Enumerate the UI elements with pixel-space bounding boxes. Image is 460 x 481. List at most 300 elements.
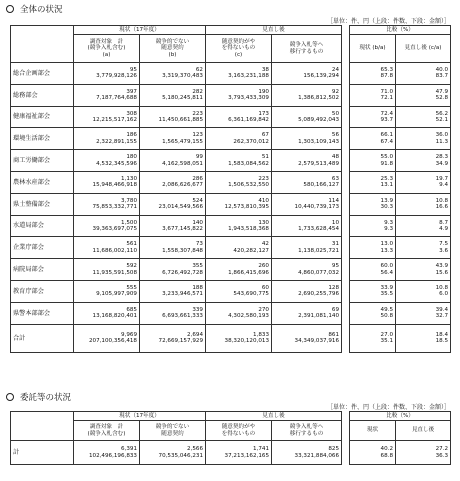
table-row	[11, 259, 451, 281]
row-label: 総合企画部会	[11, 63, 74, 85]
amount-value: 50.8	[380, 313, 394, 320]
count-value: 286	[192, 175, 203, 182]
amount-value: 12,215,517,162	[92, 116, 137, 123]
cell-d	[272, 302, 342, 324]
amount-value: 2,690,255,796	[298, 291, 340, 298]
amount-value: 4,532,345,596	[96, 160, 137, 167]
table-row	[11, 63, 451, 85]
count-value: 1,741	[252, 446, 269, 453]
cell-d	[272, 324, 342, 352]
count-value: 1,833	[252, 331, 269, 338]
gap-cell	[342, 259, 350, 281]
gap-cell	[342, 84, 350, 106]
gap-cell	[342, 171, 350, 193]
cell-ca	[396, 63, 451, 85]
cell-c	[206, 171, 272, 193]
cell-d	[272, 215, 342, 237]
count-value: 825	[328, 446, 340, 453]
amount-value: 11,935,591,508	[92, 269, 137, 276]
count-value: 140	[192, 219, 203, 226]
count-value: 260	[258, 263, 269, 270]
count-value: 69	[331, 306, 340, 313]
count-value: 123	[192, 132, 203, 139]
amount-value: 3.6	[439, 247, 449, 254]
cell-c	[206, 324, 272, 352]
unit-note: ［単位：件、円（上段：件数、下段：金額）］	[326, 404, 450, 411]
count-value: 56.2	[435, 110, 449, 117]
cell-ca	[396, 128, 451, 150]
cell-a	[74, 259, 140, 281]
cell-a	[74, 63, 140, 85]
amount-value: 1,138,025,721	[298, 247, 340, 254]
amount-value: 7,187,764,688	[96, 95, 137, 102]
cell-b	[140, 63, 206, 85]
count-value: 13.0	[380, 241, 394, 248]
amount-value: 580,166,127	[303, 182, 340, 189]
amount-value: 33,321,884,066	[294, 452, 340, 459]
cell-ba	[350, 302, 396, 324]
header-col-c: 随意契約がや を得ないもの (c)	[206, 35, 272, 63]
amount-value: 13.1	[380, 182, 394, 189]
cell-ba	[350, 128, 396, 150]
count-value: 524	[192, 197, 203, 204]
row-label: 企業庁部会	[11, 237, 74, 259]
amount-value: 52.1	[435, 116, 449, 123]
count-value: 190	[258, 88, 269, 95]
cell-ca	[396, 171, 451, 193]
count-value: 55.0	[380, 154, 394, 161]
header-blank	[11, 26, 74, 63]
cell-ba	[350, 215, 396, 237]
table-row	[11, 84, 451, 106]
amount-value: 1,303,109,143	[298, 138, 340, 145]
row-label: 病院局部会	[11, 259, 74, 281]
gap-cell	[342, 106, 350, 128]
cell-ba	[350, 441, 396, 465]
count-value: 410	[258, 197, 269, 204]
cell-d	[272, 150, 342, 172]
cell-ca	[396, 237, 451, 259]
cell-c	[206, 237, 272, 259]
count-value: 92	[331, 88, 340, 95]
cell-c	[206, 63, 272, 85]
amount-value: 23,014,549,566	[158, 204, 203, 211]
amount-value: 207,100,356,418	[88, 338, 137, 345]
count-value: 50	[331, 110, 340, 117]
gap-cell	[342, 215, 350, 237]
amount-value: 4.9	[439, 225, 449, 232]
amount-value: 72.1	[380, 95, 394, 102]
gap-cell	[342, 128, 350, 150]
amount-value: 67.4	[380, 138, 394, 145]
cell-d	[272, 259, 342, 281]
header-gap	[342, 412, 350, 441]
amount-value: 35.1	[380, 338, 394, 345]
cell-a	[74, 106, 140, 128]
row-label: 農林水産部会	[11, 171, 74, 193]
amount-value: 37,213,162,165	[224, 452, 269, 459]
total-row	[11, 441, 451, 465]
count-value: 130	[258, 219, 269, 226]
count-value: 33.9	[380, 284, 394, 291]
gap-cell	[342, 237, 350, 259]
table-row	[11, 280, 451, 302]
count-value: 60.0	[380, 263, 394, 270]
count-value: 355	[192, 263, 203, 270]
amount-value: 15.6	[435, 269, 449, 276]
amount-value: 11,450,661,885	[158, 116, 203, 123]
cell-c	[206, 302, 272, 324]
cell-d	[272, 280, 342, 302]
count-value: 48	[331, 154, 340, 161]
header-col-c: 随意契約がや を得ないもの	[206, 421, 272, 441]
count-value: 38	[261, 66, 269, 73]
count-value: 2,566	[186, 446, 203, 453]
count-value: 114	[328, 197, 340, 204]
amount-value: 6,361,169,842	[228, 116, 269, 123]
amount-value: 9.3	[384, 225, 394, 232]
cell-b	[140, 259, 206, 281]
amount-value: 1,386,812,502	[298, 95, 340, 102]
count-value: 73	[195, 241, 203, 248]
header-gap	[342, 26, 350, 63]
row-label: 環境生活部会	[11, 128, 74, 150]
amount-value: 83.7	[435, 73, 449, 80]
count-value: 282	[192, 88, 203, 95]
cell-c	[206, 441, 272, 465]
amount-value: 18.5	[435, 338, 449, 345]
amount-value: 9,105,997,909	[96, 291, 137, 298]
unit-note: ［単位：件、円（上段：件数、下段：金額）］	[326, 18, 450, 25]
cell-a	[74, 237, 140, 259]
count-value: 43.9	[435, 263, 449, 270]
cell-ba	[350, 193, 396, 215]
amount-value: 3,233,946,571	[162, 291, 203, 298]
count-value: 223	[258, 175, 269, 182]
header-col-a: 調査対象 計 (競争入札含む) (a)	[74, 35, 140, 63]
table-row	[11, 302, 451, 324]
row-label: 教育庁部会	[11, 280, 74, 302]
cell-b	[140, 215, 206, 237]
count-value: 10	[331, 219, 340, 226]
count-value: 31	[331, 241, 340, 248]
header-current: 現状（17年度）	[74, 26, 206, 35]
amount-value: 32.7	[435, 313, 449, 320]
count-value: 39.4	[435, 306, 449, 313]
amount-value: 16.6	[435, 204, 449, 211]
section-title-overall: 全体の状況	[6, 3, 63, 15]
cell-a	[74, 171, 140, 193]
header-ratio: 比較（%）	[350, 26, 451, 35]
amount-value: 420,282,127	[233, 247, 269, 254]
cell-d	[272, 441, 342, 465]
header-after: 見直し後	[206, 412, 342, 421]
header-ratio: 比較（%）	[350, 412, 451, 421]
cell-ba	[350, 150, 396, 172]
cell-d	[272, 193, 342, 215]
amount-value: 4,860,077,032	[298, 269, 340, 276]
cell-d	[272, 128, 342, 150]
count-value: 72.4	[380, 110, 394, 117]
count-value: 339	[192, 306, 203, 313]
amount-value: 30.3	[380, 204, 394, 211]
cell-ca	[396, 324, 451, 352]
total-row	[11, 324, 451, 352]
header-blank	[11, 412, 74, 441]
count-value: 71.0	[380, 88, 394, 95]
amount-value: 6,693,661,333	[162, 313, 203, 320]
amount-value: 39,363,697,075	[92, 225, 137, 232]
cell-d	[272, 106, 342, 128]
cell-ca	[396, 259, 451, 281]
count-value: 18.4	[435, 331, 449, 338]
amount-value: 102,496,196,833	[88, 452, 137, 459]
amount-value: 3,793,433,309	[228, 95, 269, 102]
amount-value: 68.8	[380, 452, 394, 459]
header-col-d: 競争入札等へ 移行するもの	[272, 35, 342, 63]
cell-a	[74, 441, 140, 465]
cell-c	[206, 150, 272, 172]
count-value: 128	[328, 284, 340, 291]
cell-ca	[396, 84, 451, 106]
amount-value: 2,579,513,489	[298, 160, 340, 167]
commission-status-table	[10, 411, 451, 465]
cell-c	[206, 128, 272, 150]
header-col-ba: 現状	[350, 421, 396, 441]
gap-cell	[342, 193, 350, 215]
cell-c	[206, 215, 272, 237]
amount-value: 1,866,415,696	[228, 269, 269, 276]
cell-c	[206, 106, 272, 128]
amount-value: 34.9	[435, 160, 449, 167]
count-value: 685	[126, 306, 137, 313]
cell-d	[272, 84, 342, 106]
count-value: 24	[331, 66, 340, 73]
cell-ba	[350, 237, 396, 259]
count-value: 27.0	[380, 331, 394, 338]
header-col-ca: 見直し後	[396, 421, 451, 441]
count-value: 9.3	[384, 219, 394, 226]
header-col-a: 調査対象 計 (競争入札含む)	[74, 421, 140, 441]
count-value: 1,500	[120, 219, 137, 226]
table-row	[11, 193, 451, 215]
amount-value: 12,573,810,395	[224, 204, 269, 211]
count-value: 10.8	[435, 197, 449, 204]
header-col-ca: 見直し後 (c/a)	[396, 35, 451, 63]
cell-ca	[396, 280, 451, 302]
amount-value: 6.0	[439, 291, 449, 298]
cell-a	[74, 193, 140, 215]
count-value: 10.8	[435, 284, 449, 291]
cell-c	[206, 84, 272, 106]
cell-ba	[350, 171, 396, 193]
overall-status-table	[10, 25, 451, 353]
amount-value: 70,535,046,231	[158, 452, 203, 459]
count-value: 223	[192, 110, 203, 117]
amount-value: 2,086,626,677	[162, 182, 203, 189]
gap-cell	[342, 441, 350, 465]
cell-a	[74, 84, 140, 106]
amount-value: 11,686,002,110	[92, 247, 137, 254]
count-value: 27.2	[435, 446, 449, 453]
count-value: 67	[261, 132, 269, 139]
row-label: 水道局部会	[11, 215, 74, 237]
amount-value: 93.7	[380, 116, 394, 123]
cell-ca	[396, 150, 451, 172]
gap-cell	[342, 150, 350, 172]
header-after: 見直し後	[206, 26, 342, 35]
count-value: 49.5	[380, 306, 394, 313]
amount-value: 1,558,307,848	[162, 247, 203, 254]
table-row	[11, 106, 451, 128]
amount-value: 156,139,294	[303, 73, 340, 80]
amount-value: 87.8	[380, 73, 394, 80]
count-value: 28.3	[435, 154, 449, 161]
cell-a	[74, 215, 140, 237]
amount-value: 15,948,466,918	[92, 182, 137, 189]
circle-bullet-icon	[6, 393, 14, 401]
count-value: 13.9	[380, 197, 394, 204]
cell-c	[206, 193, 272, 215]
amount-value: 38,320,120,013	[224, 338, 269, 345]
cell-ba	[350, 84, 396, 106]
cell-a	[74, 280, 140, 302]
count-value: 186	[126, 132, 137, 139]
amount-value: 1,506,532,550	[228, 182, 269, 189]
table-row	[11, 237, 451, 259]
table-row	[11, 150, 451, 172]
cell-b	[140, 193, 206, 215]
cell-ba	[350, 106, 396, 128]
count-value: 3,780	[120, 197, 137, 204]
amount-value: 1,565,479,155	[162, 138, 203, 145]
count-value: 60	[261, 284, 269, 291]
amount-value: 262,370,012	[233, 138, 269, 145]
amount-value: 1,943,518,368	[228, 225, 269, 232]
amount-value: 5,089,492,043	[298, 116, 340, 123]
table-row	[11, 215, 451, 237]
row-label: 県土整備部会	[11, 193, 74, 215]
cell-ca	[396, 193, 451, 215]
count-value: 9,969	[120, 331, 137, 338]
count-value: 270	[258, 306, 269, 313]
count-value: 397	[126, 88, 137, 95]
amount-value: 3,779,928,126	[96, 73, 137, 80]
count-value: 561	[126, 241, 137, 248]
amount-value: 2,391,081,140	[298, 313, 340, 320]
amount-value: 5,180,245,811	[162, 95, 203, 102]
count-value: 63	[331, 175, 340, 182]
amount-value: 34,349,037,916	[294, 338, 340, 345]
count-value: 2,694	[186, 331, 203, 338]
amount-value: 11.3	[435, 138, 449, 145]
count-value: 25.3	[380, 175, 394, 182]
cell-b	[140, 128, 206, 150]
gap-cell	[342, 63, 350, 85]
cell-ca	[396, 302, 451, 324]
cell-d	[272, 63, 342, 85]
row-label: 県警本部部会	[11, 302, 74, 324]
cell-a	[74, 324, 140, 352]
table-row	[11, 128, 451, 150]
count-value: 62	[195, 66, 203, 73]
count-value: 592	[126, 263, 137, 270]
cell-b	[140, 280, 206, 302]
header-col-b: 競争的でない 随意契約 (b)	[140, 35, 206, 63]
amount-value: 72,669,157,929	[158, 338, 203, 345]
amount-value: 13.3	[380, 247, 394, 254]
count-value: 8.7	[439, 219, 449, 226]
cell-b	[140, 171, 206, 193]
amount-value: 75,853,332,771	[92, 204, 137, 211]
cell-b	[140, 237, 206, 259]
amount-value: 3,163,231,188	[228, 73, 269, 80]
count-value: 7.5	[439, 241, 449, 248]
row-label: 総務部会	[11, 84, 74, 106]
cell-b	[140, 106, 206, 128]
count-value: 180	[126, 154, 137, 161]
row-label: 合計	[11, 324, 74, 352]
count-value: 47.9	[435, 88, 449, 95]
cell-c	[206, 259, 272, 281]
count-value: 65.3	[380, 66, 394, 73]
count-value: 188	[192, 284, 203, 291]
cell-b	[140, 150, 206, 172]
row-label: 健康福祉部会	[11, 106, 74, 128]
count-value: 95	[331, 263, 340, 270]
cell-b	[140, 441, 206, 465]
section-title-commission: 委託等の状況	[6, 391, 71, 403]
count-value: 36.0	[435, 132, 449, 139]
cell-ca	[396, 215, 451, 237]
amount-value: 3,319,370,483	[162, 73, 203, 80]
cell-ca	[396, 106, 451, 128]
count-value: 95	[129, 66, 137, 73]
gap-cell	[342, 280, 350, 302]
amount-value: 35.5	[380, 291, 394, 298]
count-value: 173	[258, 110, 269, 117]
cell-ba	[350, 63, 396, 85]
amount-value: 4,162,598,051	[162, 160, 203, 167]
row-label: 商工労働部会	[11, 150, 74, 172]
amount-value: 52.8	[435, 95, 449, 102]
count-value: 66.1	[380, 132, 394, 139]
amount-value: 13,168,820,401	[92, 313, 137, 320]
count-value: 40.2	[380, 446, 394, 453]
count-value: 555	[126, 284, 137, 291]
count-value: 308	[126, 110, 137, 117]
gap-cell	[342, 324, 350, 352]
cell-ca	[396, 441, 451, 465]
amount-value: 1,583,084,562	[228, 160, 269, 167]
amount-value: 9.4	[439, 182, 449, 189]
amount-value: 56.4	[380, 269, 394, 276]
header-col-ba: 現状 (b/a)	[350, 35, 396, 63]
amount-value: 2,322,891,155	[96, 138, 137, 145]
cell-ba	[350, 259, 396, 281]
cell-ba	[350, 280, 396, 302]
cell-ba	[350, 324, 396, 352]
count-value: 40.0	[435, 66, 449, 73]
cell-d	[272, 237, 342, 259]
count-value: 51	[261, 154, 269, 161]
amount-value: 4,302,580,193	[228, 313, 269, 320]
gap-cell	[342, 302, 350, 324]
cell-c	[206, 280, 272, 302]
cell-b	[140, 84, 206, 106]
cell-a	[74, 150, 140, 172]
count-value: 861	[328, 331, 340, 338]
